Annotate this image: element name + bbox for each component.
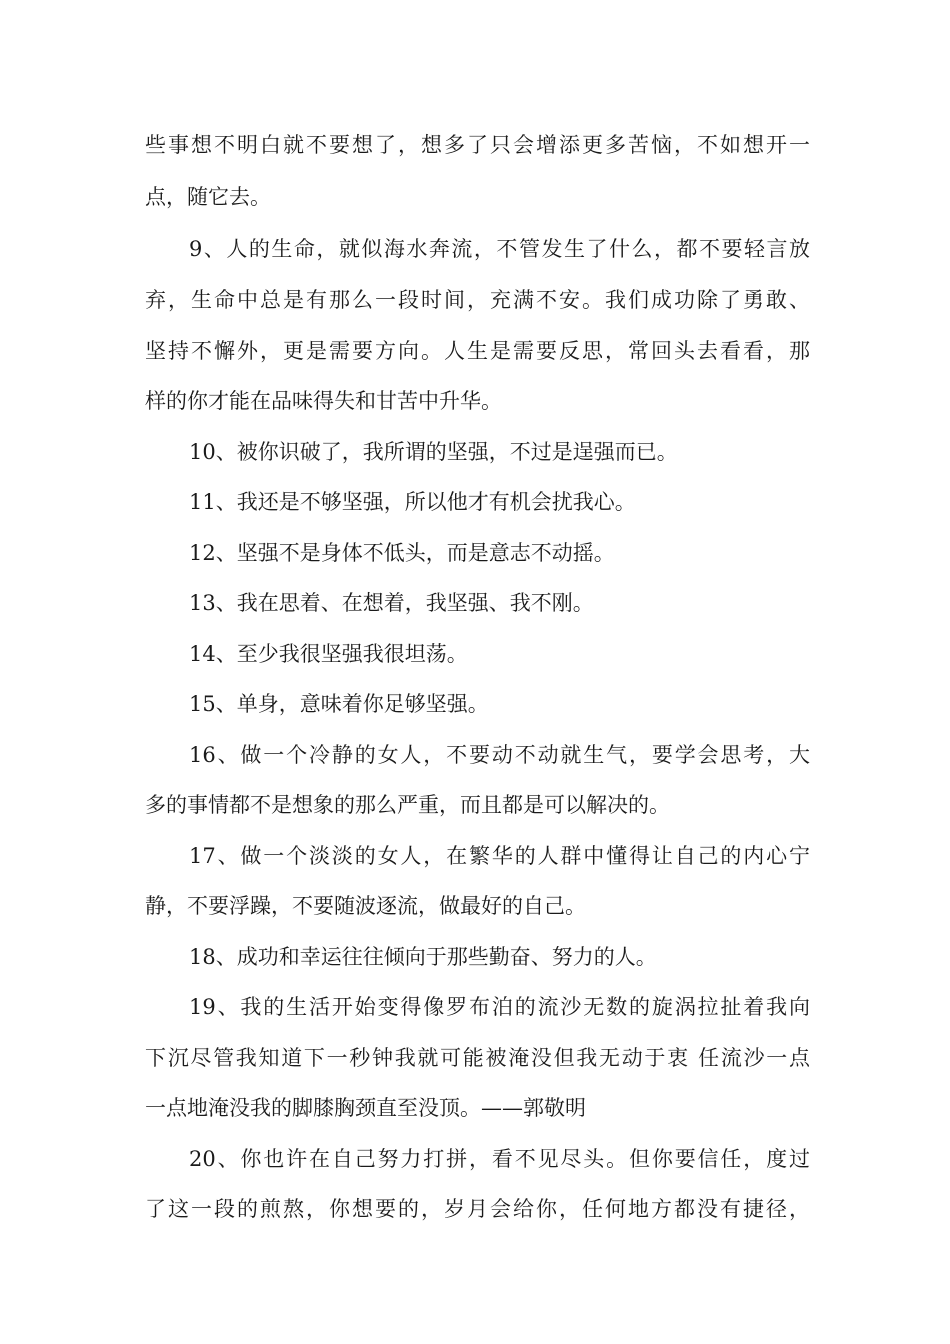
text-line: 10、被你识破了，我所谓的坚强，不过是逞强而已。 xyxy=(189,440,678,464)
text-line: 13、我在思着、在想着，我坚强、我不刚。 xyxy=(189,591,594,615)
text-line: 14、至少我很坚强我很坦荡。 xyxy=(189,642,468,666)
text-line: 20、你也许在自己努力打拼，看不见尽头。但你要信任，度过 xyxy=(189,1147,810,1171)
text-line: 多的事情都不是想象的那么严重，而且都是可以解决的。 xyxy=(145,793,670,817)
text-line: 样的你才能在品味得失和甘苦中升华。 xyxy=(145,389,502,413)
text-line: 静，不要浮躁，不要随波逐流，做最好的自己。 xyxy=(145,894,586,918)
text-line: 19、我的生活开始变得像罗布泊的流沙无数的旋涡拉扯着我向 xyxy=(189,995,810,1019)
text-line: 11、我还是不够坚强，所以他才有机会扰我心。 xyxy=(189,490,636,514)
text-line: 点，随它去。 xyxy=(145,185,271,209)
text-line: 下沉尽管我知道下一秒钟我就可能被淹没但我无动于衷 任流沙一点 xyxy=(145,1046,810,1070)
text-line: 17、做一个淡淡的女人，在繁华的人群中懂得让自己的内心宁 xyxy=(189,844,810,868)
text-line: 一点地淹没我的脚膝胸颈直至没顶。——郭敬明 xyxy=(145,1096,586,1120)
text-line: 15、单身，意味着你足够坚强。 xyxy=(189,692,489,716)
text-line: 9、人的生命，就似海水奔流，不管发生了什么，都不要轻言放 xyxy=(189,237,810,261)
text-line: 坚持不懈外，更是需要方向。人生是需要反思，常回头去看看，那 xyxy=(145,339,810,363)
text-line: 12、坚强不是身体不低头，而是意志不动摇。 xyxy=(189,541,615,565)
text-line: 弃，生命中总是有那么一段时间，充满不安。我们成功除了勇敢、 xyxy=(145,288,810,312)
text-line: 些事想不明白就不要想了，想多了只会增添更多苦恼，不如想开一 xyxy=(145,133,810,157)
text-line: 18、成功和幸运往往倾向于那些勤奋、努力的人。 xyxy=(189,945,657,969)
text-line: 16、做一个冷静的女人，不要动不动就生气，要学会思考，大 xyxy=(189,743,810,767)
text-line: 了这一段的煎熬，你想要的，岁月会给你，任何地方都没有捷径， xyxy=(145,1197,810,1221)
